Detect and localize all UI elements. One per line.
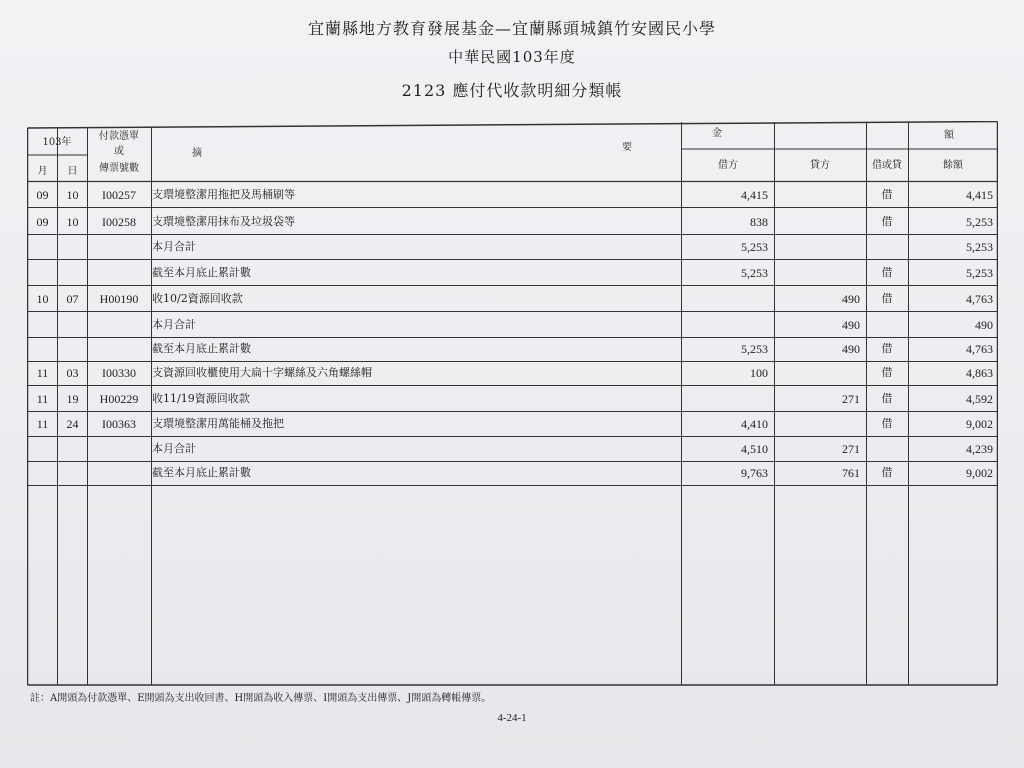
cell-summary: 截至本月底止累計數 [152,465,251,479]
header-voucher-line1: 付款憑單 [99,131,139,142]
cell-debit-or-credit: 借 [881,391,893,405]
cell-summary: 截至本月底止累計數 [152,341,251,355]
header-balance: 餘額 [943,160,963,171]
cell-voucher: I00330 [102,365,136,380]
header-year: 103年 [42,137,72,148]
cell-debit-or-credit: 借 [881,465,893,479]
cell-summary: 本月合計 [152,441,196,455]
page-number: 4-24-1 [497,712,527,724]
cell-balance: 490 [975,317,993,332]
grid-line [28,122,998,129]
cell-summary: 支資源回收櫃使用大扁十字螺絲及六角螺絲帽 [152,365,372,379]
cell-credit: 761 [842,465,860,480]
cell-month: 09 [36,214,49,229]
cell-summary: 支環境整潔用抹布及垃圾袋等 [152,214,295,228]
cell-debit: 100 [750,365,768,380]
header-day: 日 [67,166,78,177]
cell-summary: 收10/2資源回收款 [152,291,243,305]
cell-balance: 4,863 [966,365,993,380]
cell-balance: 4,763 [966,341,993,356]
cell-voucher: I00258 [102,214,136,229]
cell-balance: 4,239 [966,441,993,456]
cell-month: 11 [36,365,49,380]
cell-debit: 4,410 [741,416,768,431]
cell-balance: 5,253 [966,265,993,280]
cell-debit: 5,253 [741,341,768,356]
cell-debit-or-credit: 借 [881,291,893,305]
cell-debit-or-credit: 借 [881,187,893,201]
header-summary-left: 摘 [192,148,202,159]
ledger-title: 2123 應付代收款明細分類帳 [401,81,623,100]
cell-day: 10 [66,214,79,229]
cell-day: 10 [66,187,79,202]
cell-credit: 490 [842,317,860,332]
cell-balance: 4,763 [966,291,993,306]
header-amount-left: 金 [712,128,722,139]
document-title: 宜蘭縣地方教育發展基金—宜蘭縣頭城鎮竹安國民小學 [307,19,716,38]
cell-summary: 收11/19資源回收款 [152,391,250,405]
ledger-table [27,121,998,686]
cell-balance: 9,002 [966,416,993,431]
footnote: 註：A開頭為付款憑單、E開頭為支出收回書、H開頭為收入傳票、I開頭為支出傳票、J開頭為轉帳傳票。 [30,693,492,704]
cell-month: 11 [36,416,49,431]
cell-day: 03 [66,365,79,380]
cell-balance: 4,415 [966,187,993,202]
header-debit: 借方 [718,160,738,171]
cell-summary: 本月合計 [152,239,196,253]
cell-summary: 支環境整潔用萬能桶及拖把 [152,416,284,430]
cell-month: 10 [36,291,49,306]
cell-credit: 271 [842,441,860,456]
cell-debit-or-credit: 借 [881,416,893,430]
cell-day: 07 [66,291,79,306]
fiscal-year-line: 中華民國103年度 [448,48,576,66]
header-summary-right: 要 [622,142,632,153]
cell-credit: 490 [842,291,860,306]
cell-voucher: H00190 [99,291,139,306]
cell-day: 24 [66,416,79,431]
cell-balance: 9,002 [966,465,993,480]
cell-voucher: H00229 [99,391,139,406]
cell-debit: 9,763 [741,465,768,480]
cell-month: 09 [36,187,49,202]
cell-day: 19 [66,391,79,406]
cell-month: 11 [36,391,49,406]
cell-summary: 截至本月底止累計數 [152,265,251,279]
cell-summary: 本月合計 [152,317,196,331]
cell-voucher: I00257 [102,187,136,202]
cell-debit-or-credit: 借 [881,214,893,228]
cell-debit-or-credit: 借 [881,341,893,355]
cell-balance: 4,592 [966,391,993,406]
cell-debit: 4,415 [741,187,768,202]
cell-debit: 838 [750,214,768,229]
cell-balance: 5,253 [966,239,993,254]
cell-debit: 4,510 [741,441,768,456]
cell-debit-or-credit: 借 [881,365,893,379]
cell-debit-or-credit: 借 [881,265,893,279]
cell-voucher: I00363 [102,416,136,431]
cell-debit: 5,253 [741,265,768,280]
cell-debit: 5,253 [741,239,768,254]
header-voucher-line2: 或 [114,146,124,157]
cell-credit: 271 [842,391,860,406]
cell-credit: 490 [842,341,860,356]
header-debit-or-credit: 借或貸 [872,160,902,171]
header-credit: 貸方 [810,160,830,171]
header-voucher-line3: 傳票號數 [99,163,139,174]
header-month: 月 [37,166,48,177]
cell-balance: 5,253 [966,214,993,229]
cell-summary: 支環境整潔用拖把及馬桶刷等 [152,187,295,201]
header-amount-right: 額 [944,130,954,141]
